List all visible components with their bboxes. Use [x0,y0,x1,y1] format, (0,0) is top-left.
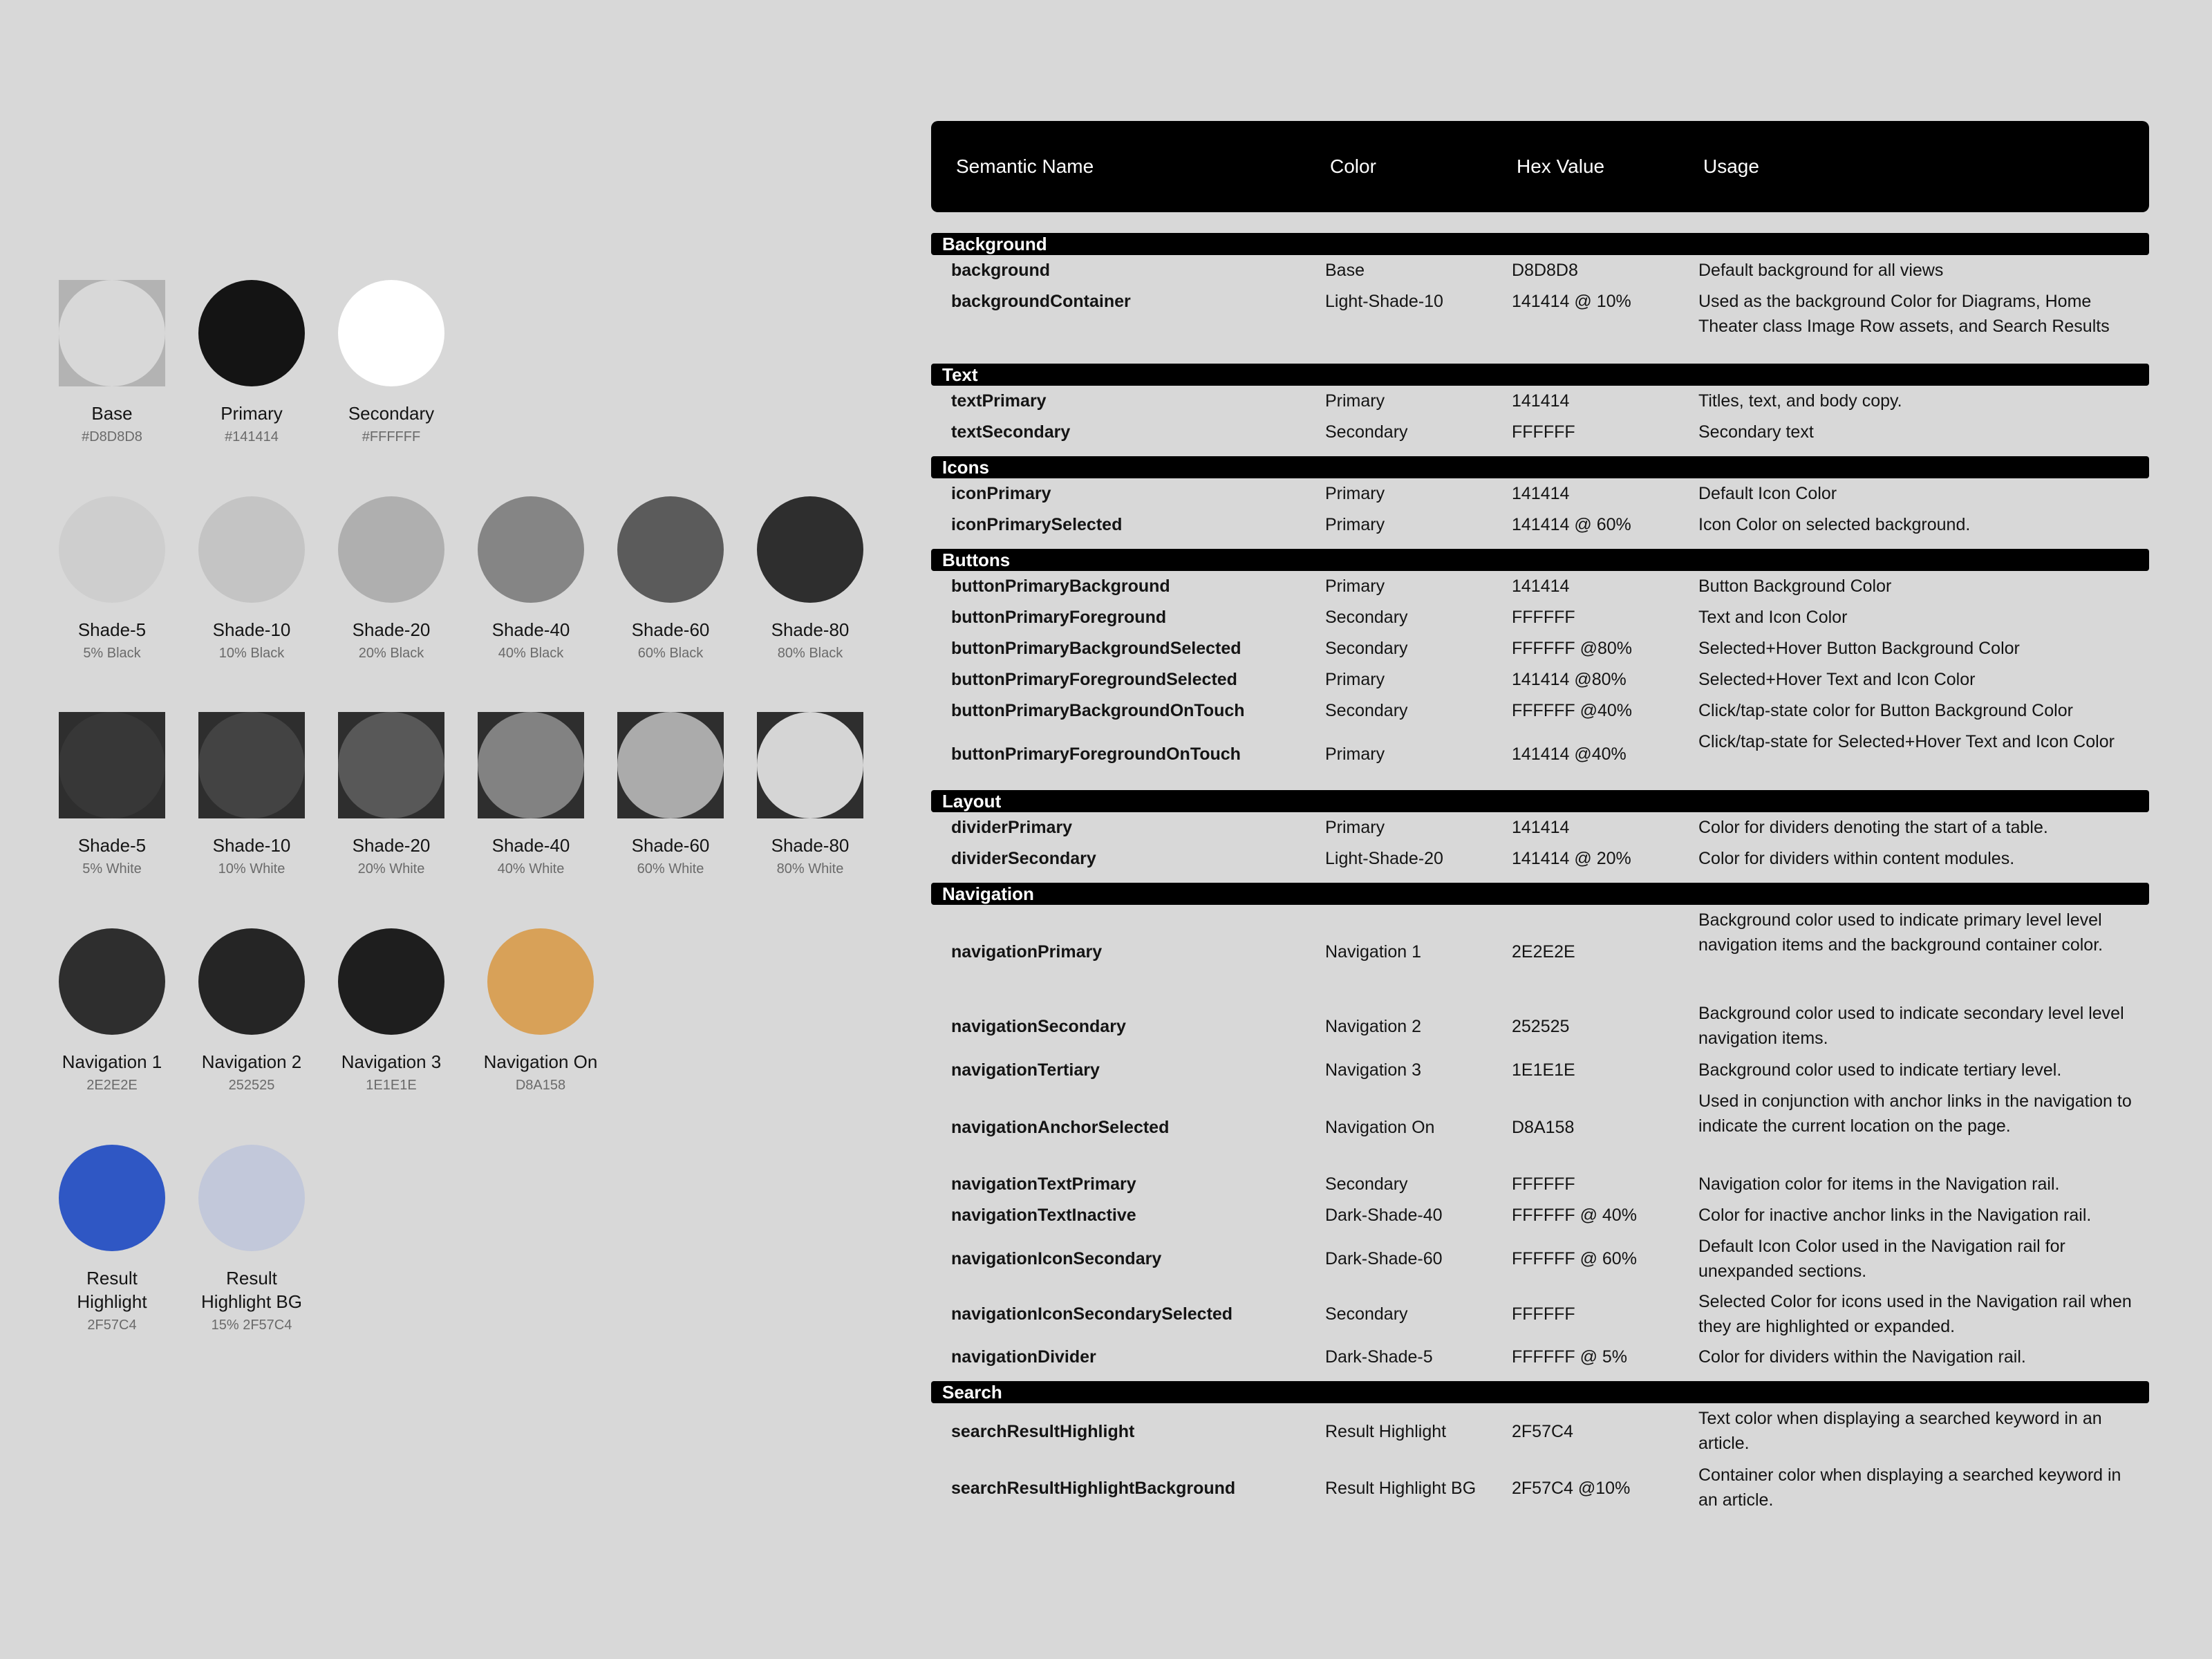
table-row [931,1342,2149,1373]
hex-value-cell: FFFFFF @80% [1512,639,1632,658]
usage-cell: Button Background Color [1698,577,1892,596]
usage-cell: Selected+Hover Button Background Color [1698,639,2020,658]
usage-cell: Container color when displaying a searched keyword in an article. [1698,1465,2121,1510]
usage-cell: Click/tap-state color for Button Background Color [1698,701,2073,720]
semantic-name-cell: backgroundContainer [951,292,1131,311]
color-cell: Navigation On [1325,1118,1435,1137]
color-swatch [322,712,460,878]
color-swatch [182,280,321,446]
table-row [931,727,2149,782]
swatch-name: Shade-80 [771,835,850,856]
color-swatch [462,712,600,878]
swatch-circle [338,496,444,603]
swatch-value: 80% White [776,861,844,877]
swatch-value: 20% Black [358,646,424,661]
usage-cell: Color for dividers denoting the start of a table. [1698,818,2048,837]
usage-cell: Color for dividers within content modules. [1698,849,2015,868]
swatch-sample [59,280,165,386]
color-cell: Base [1325,261,1365,280]
swatch-value: #FFFFFF [362,429,421,444]
header-semantic-name: Semantic Name [956,156,1094,177]
table-row [931,602,2149,633]
swatch-value: 20% White [357,861,425,877]
semantic-name-cell: buttonPrimaryBackgroundOnTouch [951,701,1245,720]
section-spacer [931,1373,2149,1381]
swatch-name: Primary [221,403,283,424]
usage-cell: Selected Color for icons used in the Navigation rail when they are highlighted or expanded. [1698,1292,2132,1336]
color-cell: Primary [1325,515,1385,534]
swatch-circle [338,280,444,386]
color-swatch [43,928,181,1094]
swatch-name: Shade-40 [491,835,570,856]
swatch-name: Navigation On [483,1051,598,1072]
swatch-sample [617,496,724,603]
table-row [931,386,2149,417]
table-header [931,121,2149,212]
swatch-value: 80% Black [777,646,843,661]
section-spacer [931,1517,2149,1525]
swatch-name: Shade-40 [491,619,570,640]
semantic-name-cell: iconPrimarySelected [951,515,1123,534]
swatch-value: 15% 2F57C4 [211,1318,292,1333]
swatch-value: #141414 [225,429,279,444]
section-spacer [931,541,2149,549]
color-swatch [182,712,321,878]
usage-cell: Icon Color on selected background. [1698,515,1971,534]
swatch-circle [617,496,724,603]
hex-value-cell: 141414 [1512,818,1570,837]
header-color: Color [1330,156,1376,177]
swatch-name: Navigation 3 [341,1051,442,1072]
swatch-value: 10% Black [218,646,285,661]
swatch-name: Shade-20 [352,619,431,640]
table-row [931,1403,2149,1460]
swatch-circle [59,928,165,1035]
swatch-circle [59,1145,165,1251]
swatch-circle [59,496,165,603]
color-cell: Light-Shade-10 [1325,292,1443,311]
swatch-circle [198,280,305,386]
table-row [931,509,2149,541]
color-cell: Light-Shade-20 [1325,849,1443,868]
header-usage: Usage [1703,156,1759,177]
swatch-name: Secondary [348,403,435,424]
swatch-name: Shade-80 [771,619,850,640]
table-row [931,1086,2149,1169]
swatch-sample [757,496,863,603]
semantic-name-cell: navigationTextInactive [951,1206,1136,1225]
usage-cell: Titles, text, and body copy. [1698,391,1902,411]
swatch-value: 40% Black [498,646,564,661]
hex-value-cell: 2F57C4 @10% [1512,1479,1631,1498]
swatch-value: 5% White [82,861,142,877]
swatch-value: 1E1E1E [366,1078,417,1093]
semantic-name-cell: iconPrimary [951,484,1051,503]
hex-value-cell: FFFFFF [1512,608,1575,627]
swatch-sample [59,496,165,603]
hex-value-cell: 141414 [1512,577,1570,596]
swatch-sample [59,712,165,818]
color-cell: Result Highlight [1325,1422,1447,1441]
usage-cell: Background color used to indicate secondary level level navigation items. [1698,1004,2124,1048]
color-swatch [43,280,181,446]
swatch-sample [757,712,863,818]
usage-cell: Background color used to indicate tertiary level. [1698,1060,2062,1080]
swatch-name: Shade-60 [631,619,710,640]
usage-cell: Background color used to indicate primary level level navigation items and the background container color. [1698,910,2103,955]
color-cell: Secondary [1325,422,1408,442]
semantic-name-cell: searchResultHighlight [951,1422,1135,1441]
swatch-value: D8A158 [515,1078,566,1093]
section-header: Background [931,233,2149,255]
semantic-name-cell: textSecondary [951,422,1071,442]
section-spacer [931,355,2149,364]
table-row [931,812,2149,843]
hex-value-cell: 141414 @ 20% [1512,849,1631,868]
swatch-sample [338,496,444,603]
swatch-value: 60% Black [637,646,704,661]
semantic-name-cell: navigationIconSecondary [951,1249,1162,1268]
color-swatch [471,928,610,1094]
semantic-name-cell: navigationPrimary [951,941,1103,962]
color-cell: Dark-Shade-5 [1325,1347,1433,1367]
usage-cell: Default background for all views [1698,261,1944,280]
semantic-name-cell: navigationTextPrimary [951,1174,1136,1194]
swatch-circle [59,280,165,386]
color-swatch [741,496,879,662]
table-body [931,233,2149,1525]
color-cell: Primary [1325,577,1385,596]
table-row [931,255,2149,286]
semantic-name-cell: buttonPrimaryBackground [951,577,1170,596]
section-header: Icons [931,456,2149,478]
swatch-name: Base [91,403,133,424]
table-row [931,664,2149,695]
swatch-sample [198,712,305,818]
semantic-name-cell: navigationTertiary [951,1060,1100,1080]
table-row [931,1169,2149,1200]
swatch-circle [338,712,444,818]
swatch-circle [198,712,305,818]
usage-cell: Color for dividers within the Navigation rail. [1698,1347,2026,1367]
swatch-name: Result Highlight [77,1268,147,1312]
color-swatch [43,712,181,878]
table-row [931,1055,2149,1086]
section-header: Layout [931,790,2149,812]
swatch-sample [59,928,165,1035]
color-cell: Dark-Shade-60 [1325,1249,1443,1268]
color-cell: Primary [1325,818,1385,837]
hex-value-cell: 141414 @80% [1512,670,1627,689]
swatch-circle [338,928,444,1035]
swatch-sample [478,712,584,818]
hex-value-cell: 141414 [1512,391,1570,411]
table-row [931,286,2149,355]
color-swatch [182,1145,321,1334]
hex-value-cell: FFFFFF @ 5% [1512,1347,1628,1367]
color-cell: Primary [1325,744,1385,764]
color-swatch [322,928,460,1094]
swatch-circle [198,928,305,1035]
hex-value-cell: 252525 [1512,1017,1570,1036]
section-spacer [931,782,2149,790]
semantic-name-cell: buttonPrimaryForegroundSelected [951,670,1237,689]
semantic-name-cell: buttonPrimaryForegroundOnTouch [951,744,1241,764]
swatch-value: 10% White [218,861,285,877]
hex-value-cell: 141414 [1512,484,1570,503]
swatch-value: 60% White [637,861,704,877]
swatch-circle [198,1145,305,1251]
color-swatch [601,496,740,662]
table-row [931,1460,2149,1517]
swatch-circle [198,496,305,603]
hex-value-cell: FFFFFF @ 40% [1512,1206,1637,1225]
color-swatch [462,496,600,662]
hex-value-cell: 2E2E2E [1512,941,1575,962]
color-swatch [182,928,321,1094]
swatch-sample [59,1145,165,1251]
semantic-name-cell: navigationDivider [951,1347,1096,1367]
semantic-name-cell: searchResultHighlightBackground [951,1479,1236,1498]
swatch-sample [338,928,444,1035]
hex-value-cell: FFFFFF [1512,1304,1575,1324]
color-cell: Primary [1325,391,1385,411]
color-swatch [322,280,460,446]
usage-cell: Selected+Hover Text and Icon Color [1698,670,1976,689]
swatch-name: Shade-20 [352,835,431,856]
swatch-name: Shade-5 [77,835,147,856]
hex-value-cell: 141414 @ 60% [1512,515,1631,534]
swatch-value: 252525 [228,1078,275,1093]
usage-cell: Default Icon Color used in the Navigation rail for unexpanded sections. [1698,1237,2065,1281]
swatch-sample [338,712,444,818]
header-hex-value: Hex Value [1517,156,1605,177]
swatch-name: Shade-60 [631,835,710,856]
swatch-value: #D8D8D8 [82,429,142,444]
swatch-circle [59,712,165,818]
section-spacer [931,448,2149,456]
table-row [931,571,2149,602]
color-cell: Primary [1325,670,1385,689]
hex-value-cell: FFFFFF @ 60% [1512,1249,1637,1268]
semantic-name-cell: dividerPrimary [951,818,1073,837]
swatch-name: Navigation 2 [201,1051,302,1072]
swatch-name: Shade-10 [212,835,291,856]
semantic-name-cell: background [951,261,1051,280]
section-header: Search [931,1381,2149,1403]
swatch-value: 2E2E2E [86,1078,138,1093]
table-row [931,1286,2149,1342]
swatch-sample [198,496,305,603]
hex-value-cell: 141414 @ 10% [1512,292,1631,311]
swatch-value: 5% Black [83,646,141,661]
color-swatch [43,496,181,662]
usage-cell: Color for inactive anchor links in the Navigation rail. [1698,1206,2092,1225]
swatch-value: 2F57C4 [87,1318,137,1333]
color-swatch [601,712,740,878]
hex-value-cell: 2F57C4 [1512,1422,1573,1441]
hex-value-cell: FFFFFF [1512,1174,1575,1194]
color-cell: Primary [1325,484,1385,503]
color-cell: Dark-Shade-40 [1325,1206,1443,1225]
color-cell: Secondary [1325,639,1408,658]
swatch-sample [198,1145,305,1251]
semantic-name-cell: navigationSecondary [951,1017,1126,1036]
hex-value-cell: FFFFFF @40% [1512,701,1632,720]
table-row [931,417,2149,448]
table-row [931,1200,2149,1231]
usage-cell: Secondary text [1698,422,1814,442]
section-header: Text [931,364,2149,386]
section-header: Buttons [931,549,2149,571]
swatch-circle [757,712,863,818]
section-header: Navigation [931,883,2149,905]
usage-cell: Used in conjunction with anchor links in the navigation to indicate the current location on the page. [1698,1091,2132,1136]
semantic-name-cell: navigationIconSecondarySelected [951,1304,1233,1324]
color-cell: Secondary [1325,1304,1408,1324]
hex-value-cell: 1E1E1E [1512,1060,1575,1080]
semantic-name-cell: navigationAnchorSelected [951,1118,1170,1137]
color-cell: Navigation 2 [1325,1017,1421,1036]
usage-cell: Text and Icon Color [1698,608,1848,627]
semantic-name-cell: textPrimary [951,391,1047,411]
swatch-circle [478,712,584,818]
swatch-name: Result Highlight BG [201,1268,302,1312]
color-swatch [322,496,460,662]
swatch-sample [198,928,305,1035]
hex-value-cell: 141414 @40% [1512,744,1627,764]
color-cell: Secondary [1325,701,1408,720]
semantic-name-cell: buttonPrimaryBackgroundSelected [951,639,1241,658]
table-row [931,998,2149,1055]
usage-cell: Navigation color for items in the Navigation rail. [1698,1174,2060,1194]
hex-value-cell: D8A158 [1512,1118,1575,1137]
color-cell: Navigation 3 [1325,1060,1421,1080]
swatch-circle [478,496,584,603]
hex-value-cell: D8D8D8 [1512,261,1578,280]
usage-cell: Text color when displaying a searched keyword in an article. [1698,1409,2102,1453]
swatch-circle [617,712,724,818]
section-spacer [931,874,2149,883]
swatch-name: Shade-5 [77,619,147,640]
color-swatch [182,496,321,662]
semantic-name-cell: dividerSecondary [951,849,1096,868]
table-row [931,695,2149,727]
hex-value-cell: FFFFFF [1512,422,1575,442]
swatch-sample [617,712,724,818]
color-swatch [43,1145,181,1334]
semantic-name-cell: buttonPrimaryForeground [951,608,1167,627]
color-cell: Navigation 1 [1325,941,1421,962]
swatch-sample [478,496,584,603]
table-row [931,478,2149,509]
swatch-circle [757,496,863,603]
table-row [931,633,2149,664]
color-cell: Secondary [1325,608,1408,627]
usage-cell: Default Icon Color [1698,484,1837,503]
swatch-circle [487,928,594,1035]
semantic-color-table [931,121,2149,1525]
swatch-sample [338,280,444,386]
color-cell: Secondary [1325,1174,1408,1194]
usage-cell: Used as the background Color for Diagrams, Home Theater class Image Row assets, and Search Results [1698,292,2110,336]
table-row [931,843,2149,874]
swatch-name: Shade-10 [212,619,291,640]
table-row [931,905,2149,998]
swatch-value: 40% White [497,861,565,877]
color-cell: Result Highlight BG [1325,1479,1477,1498]
color-swatch [741,712,879,878]
swatch-sample [487,928,594,1035]
usage-cell: Click/tap-state for Selected+Hover Text and Icon Color [1698,732,2115,751]
swatch-sample [198,280,305,386]
table-row [931,1231,2149,1286]
swatch-name: Navigation 1 [62,1051,162,1072]
